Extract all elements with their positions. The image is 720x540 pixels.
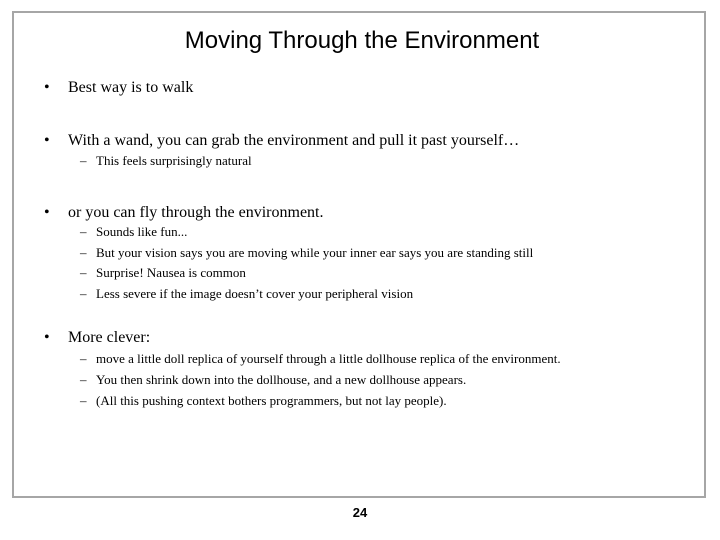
- sub-bullet-item: [80, 152, 252, 170]
- sub-bullet-item: [80, 371, 466, 389]
- bullet-text: Best way is to walk: [68, 79, 194, 96]
- bullet-text: With a wand, you can grab the environment and pull it past yourself…: [68, 132, 520, 149]
- sub-bullet-dash: –: [80, 372, 87, 387]
- sub-bullet-dash: –: [80, 153, 87, 168]
- sub-bullet-text: But your vision says you are moving while your inner ear says you are standing still: [96, 245, 534, 260]
- sub-bullet-text: move a little doll replica of yourself through a little dollhouse replica of the environment.: [96, 351, 561, 366]
- sub-bullet-item: [80, 392, 447, 410]
- bullet-dot: •: [44, 132, 50, 149]
- sub-bullet-item: [80, 244, 533, 262]
- bullet-item: [44, 131, 519, 151]
- sub-bullet-text: Less severe if the image doesn’t cover your peripheral vision: [96, 286, 414, 301]
- sub-bullet-text: (All this pushing context bothers programmers, but not lay people).: [96, 393, 447, 408]
- bullet-dot: •: [44, 329, 50, 346]
- sub-bullet-text: This feels surprisingly natural: [96, 153, 252, 168]
- sub-bullet-dash: –: [80, 393, 87, 408]
- sub-bullet-dash: –: [80, 224, 87, 239]
- bullet-dot: •: [44, 204, 50, 221]
- sub-bullet-dash: –: [80, 351, 87, 366]
- sub-bullet-dash: –: [80, 265, 87, 280]
- sub-bullet-text: Sounds like fun...: [96, 224, 188, 239]
- bullet-dot: •: [44, 79, 50, 96]
- bullet-item: [44, 328, 150, 348]
- sub-bullet-item: [80, 285, 413, 303]
- sub-bullet-dash: –: [80, 245, 87, 260]
- sub-bullet-text: You then shrink down into the dollhouse, and a new dollhouse appears.: [96, 372, 467, 387]
- sub-bullet-item: [80, 350, 561, 368]
- bullet-text: or you can fly through the environment.: [68, 204, 324, 221]
- page-number: 24: [352, 505, 368, 520]
- sub-bullet-text: Surprise! Nausea is common: [96, 265, 246, 280]
- sub-bullet-item: [80, 264, 246, 282]
- bullet-item: [44, 78, 193, 98]
- bullet-item: [44, 203, 324, 223]
- slide-title: Moving Through the Environment: [184, 27, 540, 54]
- sub-bullet-item: [80, 223, 187, 241]
- sub-bullet-dash: –: [80, 286, 87, 301]
- bullet-text: More clever:: [68, 329, 151, 346]
